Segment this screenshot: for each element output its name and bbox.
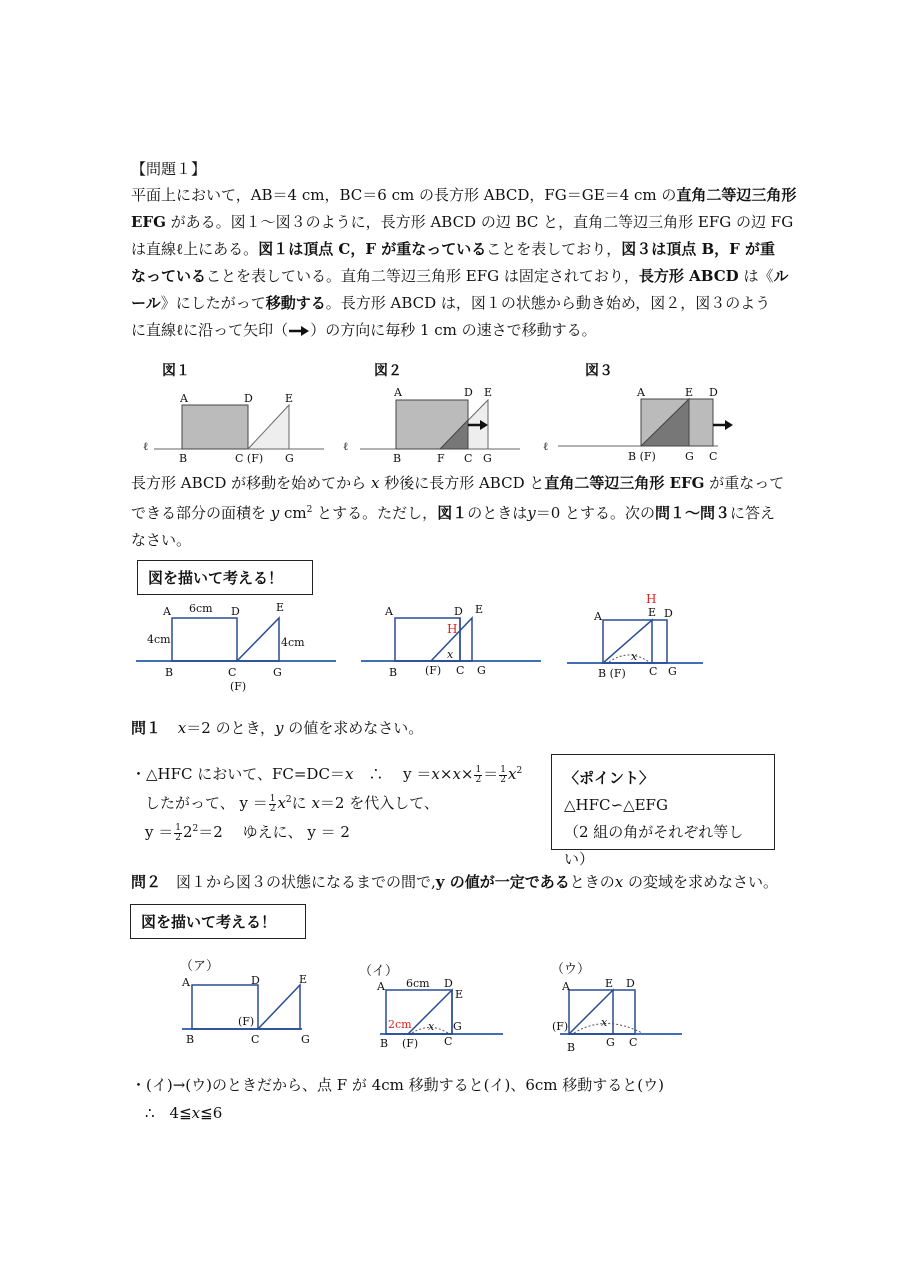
sol1-l3b: 2 [182, 823, 193, 841]
sol1-l2b: x [277, 794, 286, 812]
intro2-l2c: とする。ただし， [312, 504, 438, 522]
move-arrow-icon [725, 420, 733, 430]
sol2-l2a: ∴ 4≦ [145, 1104, 192, 1122]
point-title: 〈ポイント〉 [564, 769, 655, 787]
q1-text-a: ＝2 のとき， [186, 719, 275, 737]
intro-l6a: に直線ℓに沿って矢印（ [131, 321, 289, 339]
think-box-2: 図を描いて考える！ [130, 904, 306, 939]
sk1-G: G [273, 666, 282, 679]
f2-A: A [394, 386, 402, 399]
sol1-l3c: ＝2 ゆえに、 y ＝ 2 [198, 823, 350, 841]
q2-d: の変域を求めなさい。 [623, 873, 779, 891]
f2-G: G [483, 452, 492, 465]
f3-D: D [709, 386, 718, 399]
sk3-G: G [668, 665, 677, 678]
intro2-l3: なさい。 [131, 531, 192, 549]
triangle-efg [248, 405, 289, 449]
sk2-G: G [477, 664, 486, 677]
f1-B: B [179, 452, 188, 465]
sol1-l1c: x×x× [431, 765, 474, 783]
f2-F: F [437, 452, 445, 465]
half-fraction: $\frac{1}{2}$ [175, 822, 181, 843]
intro-l3: は直線ℓ上にある。 [131, 240, 259, 258]
sk2-C: C [456, 664, 465, 677]
sk2-H: H [447, 622, 458, 636]
sk5-title: （イ） [359, 964, 399, 979]
intro2-l1c: 直角二等辺三角形 EFG [544, 474, 705, 492]
intro-l4a: なっている [131, 267, 207, 285]
intro2-l2y: y [270, 504, 280, 522]
sk2-B: B [389, 666, 398, 679]
f3-BF: B (F) [628, 450, 656, 463]
sk4-D: D [251, 974, 260, 987]
sk4-C: C [251, 1033, 260, 1046]
f3-A: A [637, 386, 645, 399]
sol1-l3a: y ＝ [145, 823, 174, 841]
fig2-title: 図２ [374, 363, 402, 379]
f3-G: G [685, 450, 694, 463]
intro-l4e: ル [773, 267, 789, 285]
f1-A: A [180, 392, 188, 405]
think-box-1: 図を描いて考える！ [137, 560, 313, 595]
intro-l1a: 平面上において，AB＝4 cm，BC＝6 cm の長方形 ABCD，FG＝GE＝4 cm の [131, 186, 677, 204]
sk3-C: C [649, 665, 658, 678]
sk4-G: G [301, 1033, 310, 1046]
point-l2: （2 組の角がそれぞれ等しい） [564, 823, 744, 868]
intro-l5b: 》にしたがって [160, 294, 266, 312]
sk6-B: B [567, 1041, 576, 1054]
sol1-l2d: x [311, 794, 320, 812]
sk6-F: (F) [552, 1020, 569, 1033]
sk1-C: C [228, 666, 237, 679]
intro2-l1d: が重なって [704, 474, 785, 492]
sk3-E: E [648, 606, 657, 619]
sk2-D: D [454, 605, 463, 618]
sol1-l2a: したがって、 y ＝ [145, 794, 268, 812]
intro2-l2a: できる部分の面積を [131, 504, 271, 522]
sk6-x: x [601, 1016, 608, 1029]
intro2-l2y2: y [527, 504, 536, 522]
sk1-F: (F) [230, 680, 247, 693]
q1-x: x [177, 719, 187, 737]
sol1-l2e: ＝2 を代入して、 [319, 794, 439, 812]
q2-a: 図１から図３の状態になるまでの間で, [161, 873, 436, 891]
sk2-x: x [447, 648, 454, 661]
rect-abcd [182, 405, 248, 449]
f2-D: D [464, 386, 473, 399]
intro-l4b: ことを表している。直角二等辺三角形 EFG は固定されており， [206, 267, 639, 285]
sol1-l2c: に [291, 794, 312, 812]
sk4-F: (F) [238, 1015, 255, 1028]
half-fraction: $\frac{1}{2}$ [269, 793, 276, 814]
intro2-l2f: ＝0 とする。次の [535, 504, 656, 522]
sol1-l1x: x [344, 765, 354, 783]
intro-l6b: ）の方向に毎秒 1 cm の速さで移動する。 [310, 321, 597, 339]
sk3-D: D [664, 607, 673, 620]
intro-l5c: 移動する [265, 294, 326, 312]
sk3-BF: B (F) [598, 667, 626, 680]
sk3-H: H [646, 592, 657, 606]
intro-l3d: 図３は頂点 B，F が重 [621, 240, 776, 258]
intro2-paragraph [131, 470, 785, 554]
intro-l3c: ことを表しており， [486, 240, 622, 258]
q1-text-b: の値を求めなさい。 [283, 719, 424, 737]
sk6-C: C [629, 1036, 638, 1049]
sol1-l1b: ∴ y ＝ [353, 765, 432, 783]
sol1-l1eq: ＝ [483, 765, 499, 783]
sk5-left: 2cm [388, 1018, 412, 1031]
q1-y: y [274, 719, 284, 737]
f2-C: C [464, 452, 473, 465]
intro-l4c: 長方形 ABCD [638, 267, 739, 285]
sk4-A: A [182, 976, 190, 989]
fig3-title: 図３ [585, 363, 613, 379]
intro2-l2sup: 2 [306, 505, 313, 515]
sk5-A: A [377, 980, 385, 993]
intro-l5d: 。長方形 ABCD は，図１の状態から動き始め，図２，図３のよう [325, 294, 771, 312]
sk1-A: A [163, 605, 171, 618]
f1-CF: C (F) [235, 452, 264, 465]
f1-D: D [244, 392, 253, 405]
figure-2 [348, 380, 548, 470]
sk2-A: A [385, 605, 393, 618]
sk4-B: B [186, 1033, 195, 1046]
sk5-G: G [453, 1020, 462, 1033]
f1-E: E [285, 392, 294, 405]
sk5-top: 6cm [406, 977, 430, 990]
sk4-title: （ア） [180, 959, 220, 974]
sk5-F: (F) [402, 1037, 419, 1050]
f3-E: E [685, 386, 694, 399]
f3-l: ℓ [543, 440, 549, 453]
fig1-title: 図１ [162, 363, 190, 379]
q1-label: 問１ [131, 719, 162, 737]
sk6-E: E [605, 977, 614, 990]
f1-l: ℓ [143, 440, 149, 453]
f2-E: E [484, 386, 493, 399]
sol2-l1: ・(イ)→(ウ)のときだから、点 F が 4cm 移動すると(イ)、6cm 移動すると(ウ) [131, 1076, 664, 1094]
sol1: ・△HFC において、FC=DC＝x ∴ y ＝x×x× $\frac{1}{2}$ ＝ $\frac{1}{2}$ $x^2$ したがって、 y ＝ $\frac{1}{2}$ $x^2$に x＝2 を代入して、 y ＝ $\frac{1}{2}$ $2^2=2$ ゆえに、 y ＝ 2 [131, 764, 523, 843]
sk1-D: D [231, 605, 240, 618]
sk1-left: 4cm [147, 633, 171, 646]
sk1-E: E [276, 601, 285, 614]
intro-l1b: 直角二等辺三角形 [676, 186, 797, 204]
sk4-E: E [299, 973, 308, 986]
sk5-x: x [428, 1020, 435, 1033]
sk5-B: B [380, 1037, 389, 1050]
q2-x: x [614, 873, 624, 891]
sk3-A: A [594, 610, 602, 623]
intro-l4d: は《 [738, 267, 774, 285]
intro-l3b: 図１は頂点 C，F が重なっている [258, 240, 487, 258]
f2-l: ℓ [343, 440, 349, 453]
sk3-x: x [631, 650, 638, 663]
sk6-title: （ウ） [551, 962, 591, 977]
sk6-A: A [562, 980, 570, 993]
intro2-l1x: x [370, 474, 380, 492]
intro2-l2g: 問１～問３ [655, 504, 731, 522]
intro2-l2e: のときは [467, 504, 528, 522]
sol2-l2b: ≦6 [200, 1104, 223, 1122]
intro-paragraph [131, 182, 797, 344]
q2-c: ときの [569, 873, 615, 891]
sk1-right: 4cm [281, 636, 305, 649]
intro-l5a: ール [131, 294, 161, 312]
sol1-l1a: ・△HFC において、FC=DC＝ [131, 765, 345, 783]
sk2-F: (F) [425, 664, 442, 677]
intro2-l2b: cm [279, 504, 307, 522]
point-l1: △HFC∽△EFG [564, 796, 668, 814]
arrow-icon [288, 325, 310, 337]
half-fraction: $\frac{1}{2}$ [500, 764, 506, 785]
intro-l2b: がある。図１～図３のように，長方形 ABCD の辺 BC と，直角二等辺三角形 EFG の辺 FG [165, 213, 794, 231]
sk2-E: E [475, 603, 484, 616]
intro2-l2d: 図１ [437, 504, 468, 522]
sk5-E: E [455, 988, 464, 1001]
intro2-l1b: 秒後に長方形 ABCD と [379, 474, 545, 492]
problem-header: 【問題１】 [131, 160, 207, 178]
intro-l2a: EFG [131, 213, 166, 231]
f3-C: C [709, 450, 718, 463]
sk1-top: 6cm [189, 602, 213, 615]
sol2-l2x: x [191, 1104, 201, 1122]
q2-label: 問２ [131, 873, 162, 891]
intro2-l1a: 長方形 ABCD が移動を始めてから [131, 474, 371, 492]
q1 [131, 718, 423, 738]
f1-G: G [285, 452, 294, 465]
f2-B: B [393, 452, 402, 465]
half-fraction: $\frac{1}{2}$ [475, 764, 482, 785]
q2 [131, 872, 778, 892]
sk6-G: G [606, 1036, 615, 1049]
sk6-D: D [626, 977, 635, 990]
intro2-l2h: に答え [730, 504, 776, 522]
point-box [551, 754, 775, 868]
sk5-C: C [444, 1035, 453, 1048]
q2-b: y の値が一定である [435, 873, 570, 891]
sk1-B: B [165, 666, 174, 679]
sol2-l2 [145, 1103, 222, 1123]
sk5-D: D [444, 977, 453, 990]
